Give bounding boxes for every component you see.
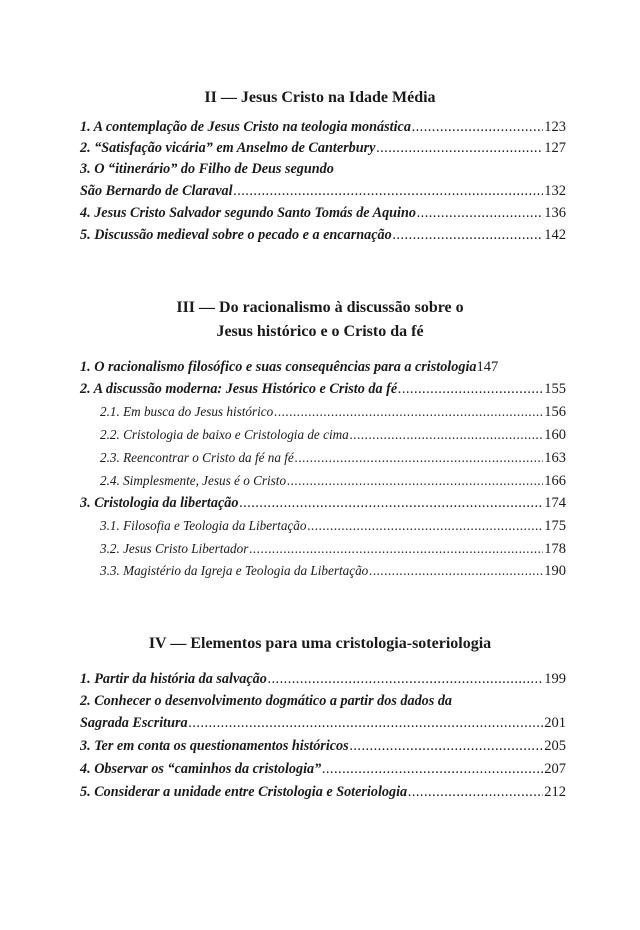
- page-number: 199: [544, 671, 566, 687]
- toc-entry[interactable]: [80, 137, 566, 159]
- dot-leader: [369, 560, 543, 582]
- page-number: 163: [544, 450, 566, 466]
- page-number: 155: [544, 381, 566, 397]
- dot-leader: [350, 735, 544, 757]
- dot-leader: [274, 401, 543, 423]
- toc-entry[interactable]: [80, 758, 566, 780]
- dot-leader: [287, 470, 543, 492]
- section-heading-line1: III — Do racionalismo à discussão sobre o: [176, 299, 464, 316]
- entry-title: 1. O racionalismo filosófico e suas consequências para a cristologia: [80, 359, 477, 375]
- toc-entry[interactable]: [80, 356, 566, 378]
- section-heading: IV — Elementos para uma cristologia-soteriologia: [148, 635, 492, 652]
- page-number: 175: [544, 518, 566, 534]
- page-number: 156: [544, 404, 566, 420]
- dot-leader: [322, 758, 543, 780]
- entry-title: 2.2. Cristologia de baixo e Cristologia de cima: [100, 427, 349, 442]
- dot-leader: [376, 137, 543, 159]
- page-number: 132: [544, 183, 566, 199]
- section-heading-line2: Jesus histórico e o Cristo da fé: [216, 323, 424, 340]
- page-number: 190: [544, 563, 566, 579]
- toc-subentry[interactable]: [100, 470, 566, 492]
- page-number: 174: [544, 495, 566, 511]
- page-number: 127: [544, 140, 566, 156]
- toc-entry[interactable]: [80, 712, 566, 734]
- entry-title: 4. Jesus Cristo Salvador segundo Santo Tomás de Aquino: [80, 205, 416, 221]
- toc-subentry[interactable]: [100, 515, 566, 537]
- toc-subentry[interactable]: [100, 401, 566, 423]
- page-number: 142: [544, 227, 566, 243]
- toc-subentry[interactable]: [100, 424, 566, 446]
- dot-leader: [249, 538, 543, 560]
- dot-leader: [189, 712, 544, 734]
- toc-entry[interactable]: [80, 202, 566, 224]
- dot-leader: [350, 424, 544, 446]
- page-number: 166: [544, 473, 566, 489]
- dot-leader: [417, 202, 543, 224]
- toc-entry[interactable]: [80, 735, 566, 757]
- page-number: 123: [544, 119, 566, 135]
- toc-entry[interactable]: [80, 180, 566, 202]
- entry-title-line1[interactable]: 3. O “itinerário” do Filho de Deus segundo: [80, 161, 334, 177]
- dot-leader: [239, 492, 543, 514]
- entry-title-line1[interactable]: 2. Conhecer o desenvolvimento dogmático a partir dos dados da: [80, 693, 453, 709]
- page-number: 160: [544, 427, 566, 443]
- entry-title: 3.2. Jesus Cristo Libertador: [100, 541, 249, 556]
- entry-title: 2.3. Reencontrar o Cristo da fé na fé: [100, 450, 294, 465]
- dot-leader: [408, 781, 543, 803]
- dot-leader: [234, 180, 544, 202]
- toc-subentry[interactable]: [100, 447, 566, 469]
- dot-leader: [295, 447, 543, 469]
- entry-title: 3.3. Magistério da Igreja e Teologia da Libertação: [100, 563, 369, 578]
- entry-title: 2. A discussão moderna: Jesus Histórico e Cristo da fé: [80, 381, 398, 397]
- entry-title: Sagrada Escritura: [80, 715, 188, 731]
- toc-entry[interactable]: [80, 781, 566, 803]
- entry-title: 2.4. Simplesmente, Jesus é o Cristo: [100, 473, 287, 488]
- page-number: 136: [544, 205, 566, 221]
- dot-leader: [268, 668, 543, 690]
- toc-entry[interactable]: [80, 492, 566, 514]
- dot-leader: [412, 116, 543, 138]
- page-number: 212: [544, 784, 566, 800]
- dot-leader: [308, 515, 544, 537]
- toc-entry[interactable]: [80, 224, 566, 246]
- page-number: 207: [544, 761, 566, 777]
- entry-title: 3. Ter em conta os questionamentos históricos: [80, 738, 349, 754]
- entry-title: 1. Partir da história da salvação: [80, 671, 267, 687]
- toc-subentry[interactable]: [100, 538, 566, 560]
- page-number: 147: [476, 359, 499, 375]
- section-heading: II — Jesus Cristo na Idade Média: [204, 89, 436, 106]
- toc-entry[interactable]: [80, 116, 566, 138]
- entry-title: 5. Discussão medieval sobre o pecado e a encarnação: [80, 227, 392, 243]
- entry-title: 3.1. Filosofia e Teologia da Libertação: [100, 518, 307, 533]
- toc-subentry[interactable]: [100, 560, 566, 582]
- entry-title: 4. Observar os “caminhos da cristologia”: [80, 761, 322, 777]
- entry-title: 2.1. Em busca do Jesus histórico: [100, 404, 274, 419]
- entry-title: São Bernardo de Claraval: [80, 183, 233, 199]
- page-number: 205: [544, 738, 566, 754]
- dot-leader: [398, 378, 543, 400]
- entry-title: 2. “Satisfação vicária” em Anselmo de Canterbury: [80, 140, 376, 156]
- page-number: 201: [544, 715, 566, 731]
- toc-entry[interactable]: [80, 378, 566, 400]
- entry-title: 3. Cristologia da libertação: [80, 495, 239, 511]
- toc-entry[interactable]: [80, 668, 566, 690]
- entry-title: 5. Considerar a unidade entre Cristologia e Soteriologia: [80, 784, 408, 800]
- entry-title: 1. A contemplação de Jesus Cristo na teologia monástica: [80, 119, 411, 135]
- dot-leader: [393, 224, 544, 246]
- page-number: 178: [544, 541, 566, 557]
